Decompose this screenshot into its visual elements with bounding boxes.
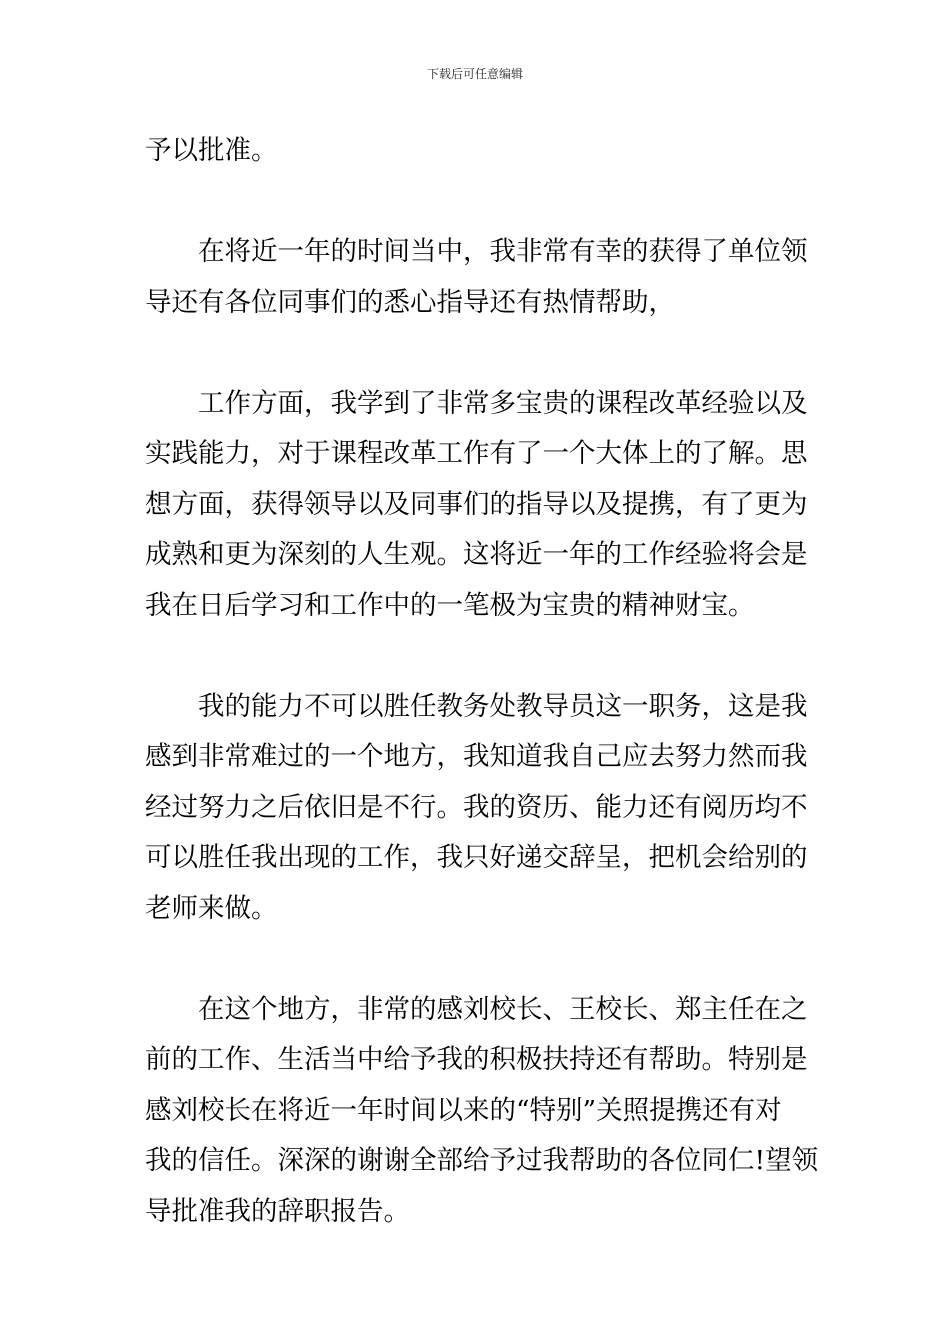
text-line: 可以胜任我出现的工作，我只好递交辞呈，把机会给别的 <box>145 842 808 873</box>
text-line: 在这个地方，非常的感刘校长、王校长、郑主任在之 <box>198 993 808 1025</box>
text-line: 我的信任。深深的谢谢全部给予过我帮助的各位同仁!望领 <box>145 1145 819 1176</box>
paragraph-gap <box>145 177 810 228</box>
text-line: 经过努力之后依旧是不行。我的资历、能力还有阅历均不 <box>145 791 808 823</box>
text-line: 老师来做。 <box>145 892 278 924</box>
paragraph-3 <box>145 379 810 632</box>
paragraph-gap <box>145 631 810 682</box>
paragraph-gap <box>145 328 810 379</box>
header-note: 下载后可任意编辑 <box>426 67 523 81</box>
text-line: 在将近一年的时间当中，我非常有幸的获得了单位领 <box>198 236 808 267</box>
paragraph-1 <box>145 126 810 177</box>
paragraph-gap <box>145 934 810 985</box>
document-body <box>145 126 819 1237</box>
text-line: 感到非常难过的一个地方，我知道我自己应去努力然而我 <box>145 741 808 772</box>
text-line: 前的工作、生活当中给予我的积极扶持还有帮助。特别是 <box>145 1044 808 1075</box>
text-line: 感刘校长在将近一年时间以来的“特别”关照提携还有对 <box>145 1094 782 1126</box>
paragraph-4 <box>145 682 810 935</box>
paragraph-5 <box>145 985 819 1238</box>
text-line: 我的能力不可以胜任教务处教导员这一职务，这是我 <box>198 690 808 722</box>
paragraph-2 <box>145 227 810 328</box>
text-line: 成熟和更为深刻的人生观。这将近一年的工作经验将会是 <box>145 539 808 570</box>
text-line: 导批准我的辞职报告。 <box>145 1195 410 1227</box>
text-line: 想方面，获得领导以及同事们的指导以及提携，有了更为 <box>145 488 808 520</box>
text-line: 实践能力，对于课程改革工作有了一个大体上的了解。思 <box>145 438 808 469</box>
text-line: 导还有各位同事们的悉心指导还有热情帮助， <box>145 286 675 318</box>
text-line: 工作方面，我学到了非常多宝贵的课程改革经验以及 <box>198 387 808 419</box>
text-line: 我在日后学习和工作中的一笔极为宝贵的精神财宝。 <box>145 589 755 621</box>
text-line: 予以批准。 <box>145 135 278 166</box>
